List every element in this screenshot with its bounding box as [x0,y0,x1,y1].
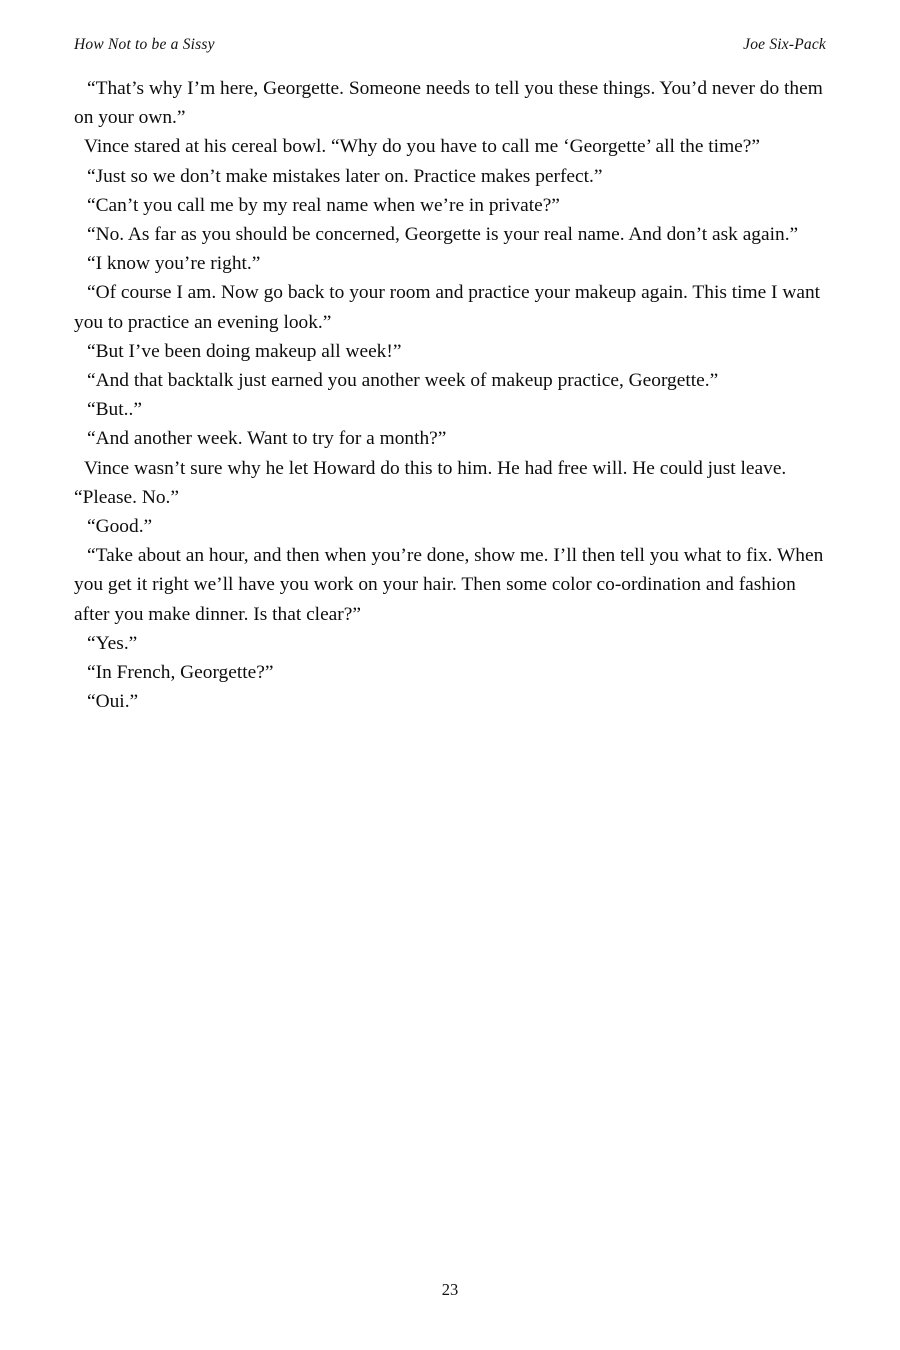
paragraph: Vince stared at his cereal bowl. “Why do you have to call me ‘Georgette’ all the time?” [84,136,760,158]
running-head-book-title: How Not to be a Sissy [74,36,215,53]
running-head [74,36,826,54]
paragraph: “Just so we don’t make mistakes later on. Practice makes perfect.” [87,165,603,187]
paragraph: “But..” [87,399,142,421]
paragraph: “Yes.” [87,632,138,654]
paragraph: “In French, Georgette?” [87,662,274,684]
paragraph: “I know you’re right.” [87,253,261,275]
paragraph: “But I’ve been doing makeup all week!” [87,340,402,362]
paragraph: “Can’t you call me by my real name when we’re in private?” [87,194,560,216]
page-body [74,74,826,716]
paragraph: Vince wasn’t sure why he let Howard do this to him. He had free will. He could just leave. “Please. No.” [74,457,787,508]
paragraph: “Good.” [87,516,153,538]
paragraph: “That’s why I’m here, Georgette. Someone needs to tell you these things. You’d never do them on your own.” [74,78,823,129]
running-head-author: Joe Six-Pack [743,36,826,53]
paragraph: “And another week. Want to try for a month?” [87,428,447,450]
paragraph: “Take about an hour, and then when you’re done, show me. I’ll then tell you what to fix. When you get it right we’ll have you work on your hair. Then some color co-ordination and fashion after you make dinner. Is that clear?” [74,545,824,625]
paragraph: “Of course I am. Now go back to your room and practice your makeup again. This time I want you to practice an evening look.” [74,282,821,333]
page-number: 23 [441,1280,459,1299]
paragraph: “And that backtalk just earned you another week of makeup practice, Georgette.” [87,370,719,392]
paragraph: “Oui.” [87,691,139,713]
paragraph: “No. As far as you should be concerned, Georgette is your real name. And don’t ask again.” [87,224,799,246]
